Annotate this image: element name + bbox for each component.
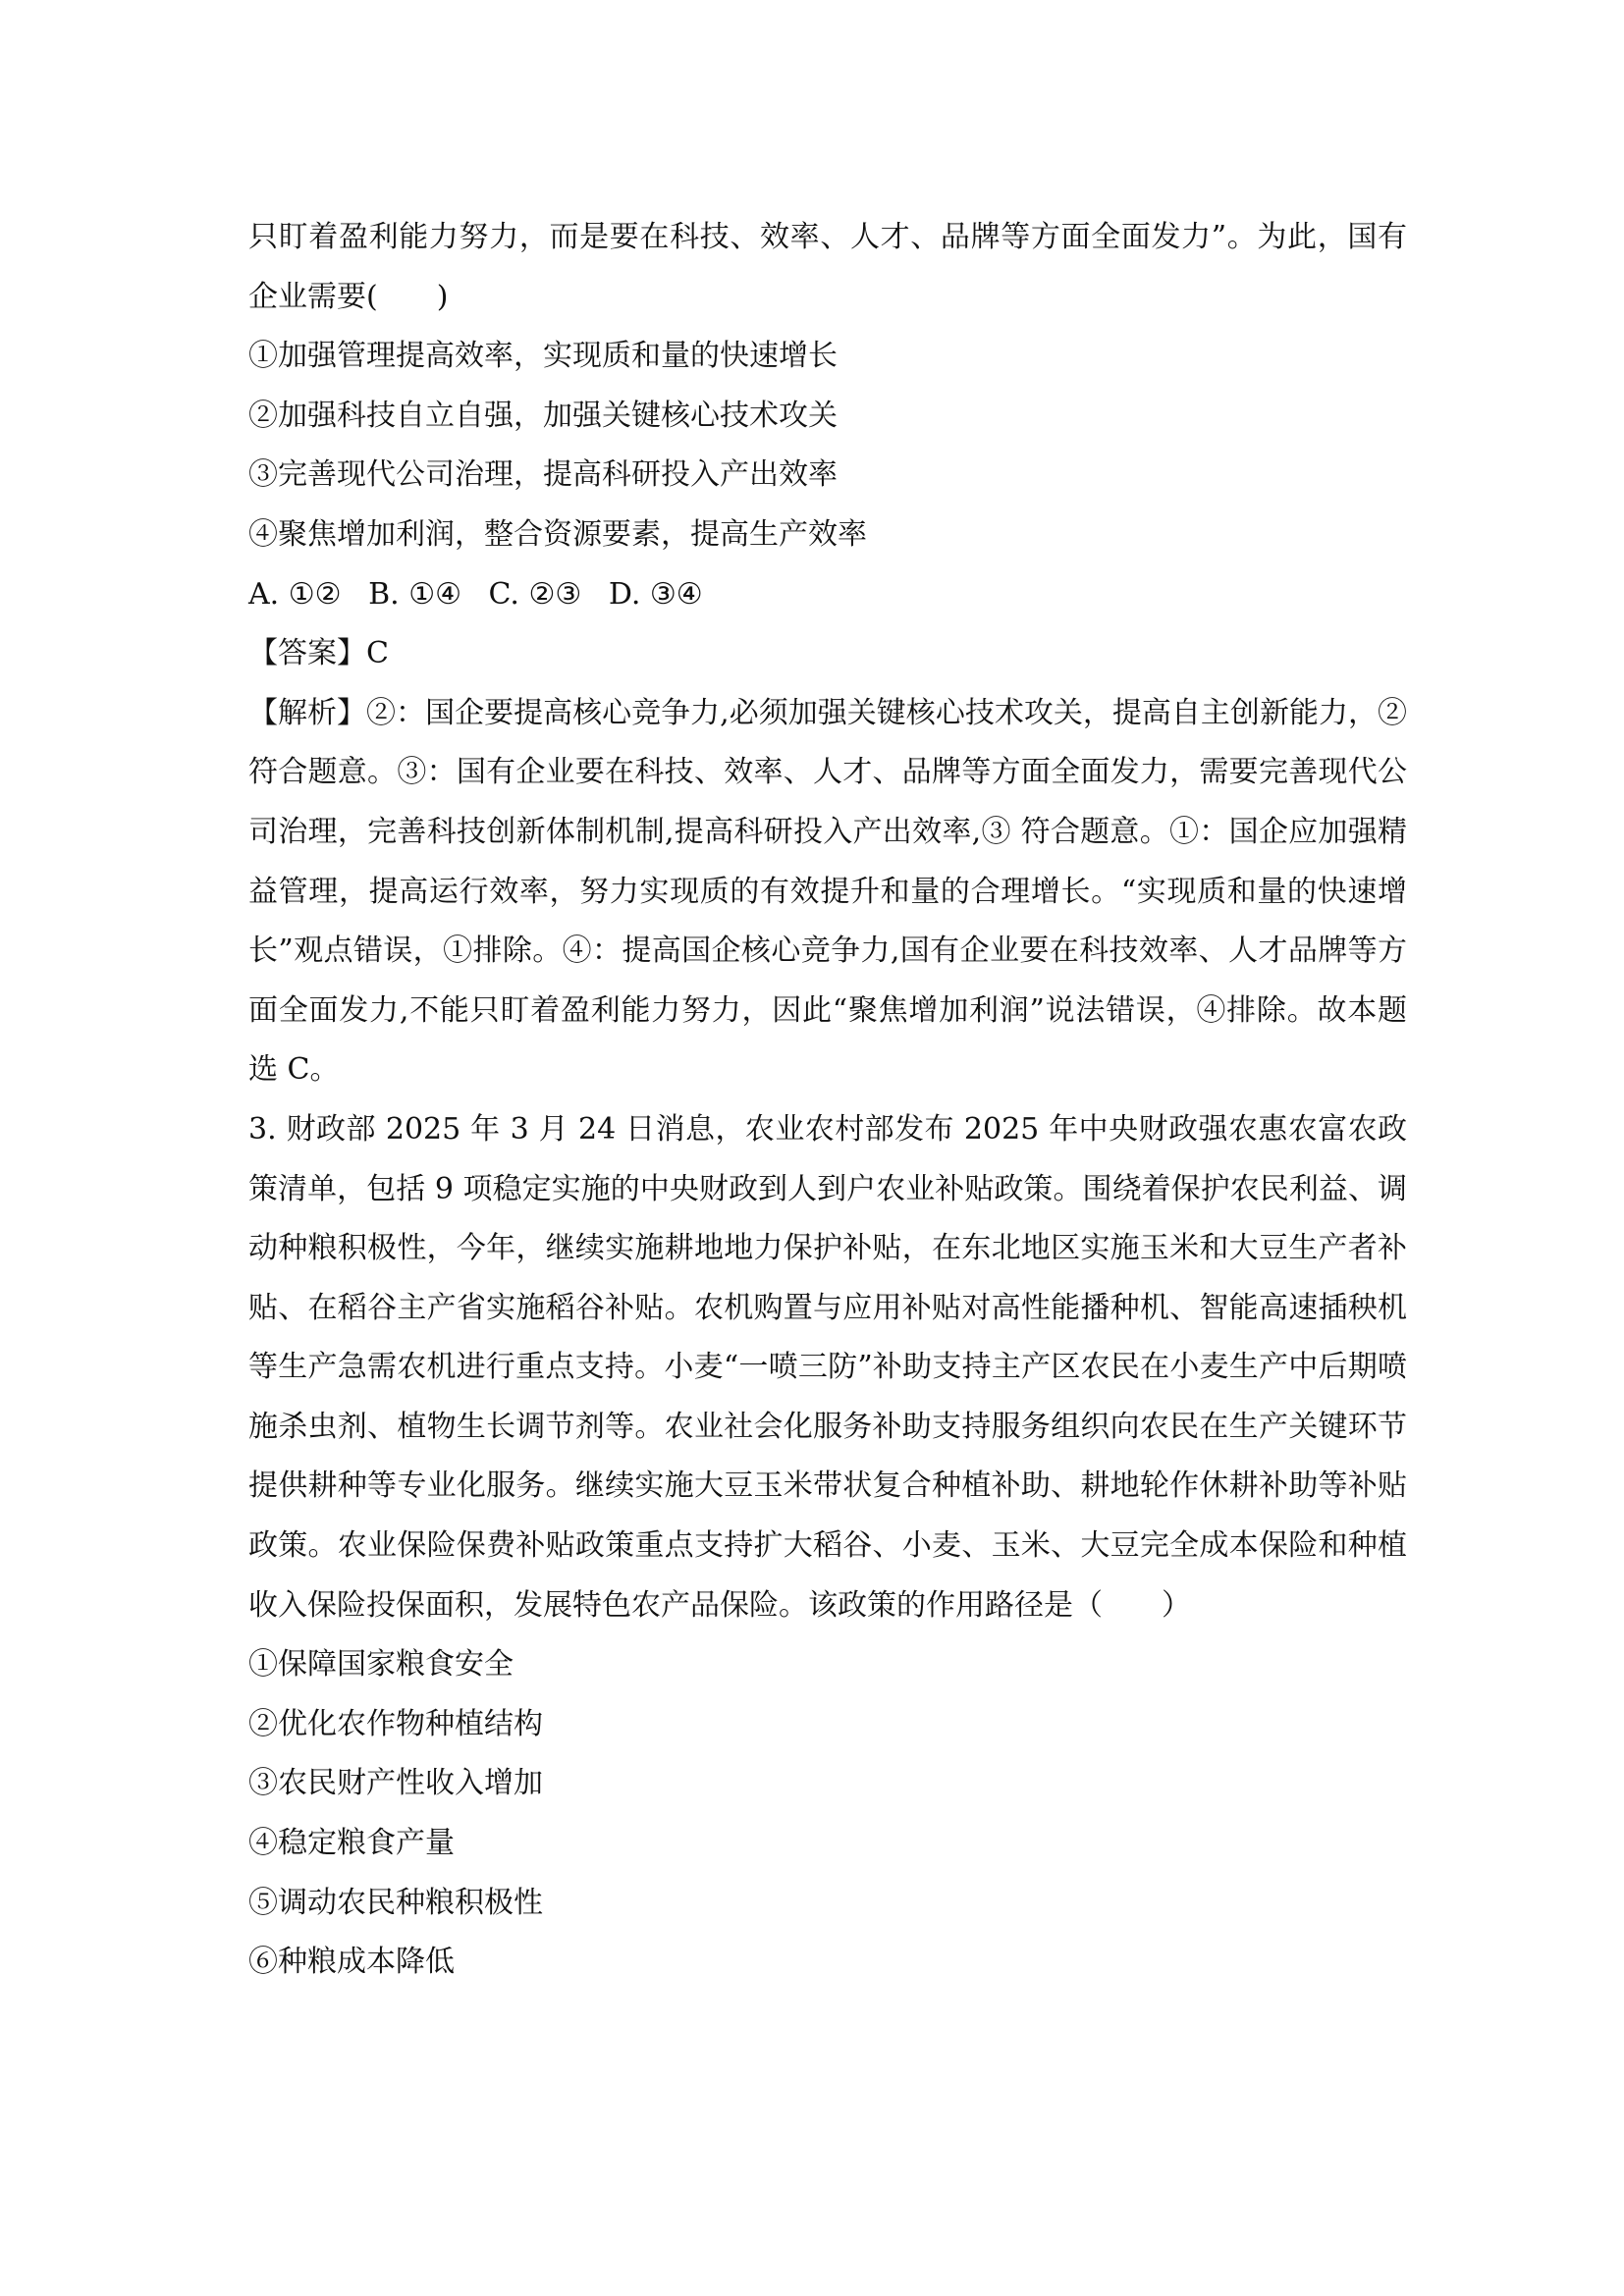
option-c: C. ②③ (488, 576, 582, 612)
option-b: B. ①④ (368, 576, 461, 612)
question-2-analysis: 【解析】②：国企要提高核心竞争力,必须加强关键核心技术攻关，提高自主创新能力，②符合题意。③：国有企业要在科技、效率、人才、品牌等方面全面发力，需要完善现代公司治理，完善科技创新体制机制,提高科研投入产出效率,③ 符合题意。①：国企应加强精益管理，提高运行效率，努力实现质的有效提升和量的合理增长。“实现质和量的快速增长”观点错误，①排除。④：提高国企核心竞争力,国有企业要在科技效率、人才品牌等方面全面发力,不能只盯着盈利能力努力，因此“聚焦增加利润”说法错误，④排除。故本题选 C。 (248, 695, 1407, 1088)
question-3-choice-2: ②优化农作物种植结构 (248, 1706, 543, 1741)
question-2-choice-1: ①加强管理提高效率，实现质和量的快速增长 (248, 339, 838, 374)
question-3-stem: 3. 财政部 2025 年 3 月 24 日消息，农业农村部发布 2025 年中央财政强农惠农富农政策清单，包括 9 项稳定实施的中央财政到人到户农业补贴政策。围绕着保护农民利益、调动种粮积极性，今年，继续实施耕地地力保护补贴，在东北地区实施玉米和大豆生产者补贴、在稻谷主产省实施稻谷补贴。农机购置与应用补贴对高性能播种机、智能高速插秧机等生产急需农机进行重点支持。小麦“一喷三防”补助支持主产区农民在小麦生产中后期喷施杀虫剂、植物生长调节剂等。农业社会化服务补助支持服务组织向农民在生产关键环节提供耕种等专业化服务。继续实施大豆玉米带状复合种植补助、耕地轮作休耕补助等补贴政策。农业保险保费补贴政策重点支持扩大稻谷、小麦、玉米、大豆完全成本保险和种植收入保险投保面积，发展特色农产品保险。该政策的作用路径是（ ） (248, 1111, 1407, 1623)
question-3-choice-3: ③农民财产性收入增加 (248, 1766, 543, 1801)
question-3-choice-5: ⑤调动农民种粮积极性 (248, 1885, 543, 1920)
page-content (248, 208, 1407, 1993)
question-2-options (248, 565, 1407, 625)
question-3-choice-1: ①保障国家粮食安全 (248, 1647, 514, 1682)
question-2-stem: 只盯着盈利能力努力，而是要在科技、效率、人才、品牌等方面全面发力”。为此，国有企业需要( ) (248, 220, 1407, 314)
question-2-choice-3: ③完善现代公司治理，提高科研投入产出效率 (248, 457, 838, 493)
question-3-choice-4: ④稳定粮食产量 (248, 1826, 455, 1861)
question-3-choice-6: ⑥种粮成本降低 (248, 1945, 455, 1980)
option-a: A. ①② (248, 576, 342, 612)
question-2-choice-2: ②加强科技自立自强，加强关键核心技术攻关 (248, 398, 838, 433)
option-d: D. ③④ (608, 576, 703, 612)
question-2-choice-4: ④聚焦增加利润，整合资源要素，提高生产效率 (248, 516, 867, 552)
question-2-answer: 【答案】C (248, 636, 389, 671)
